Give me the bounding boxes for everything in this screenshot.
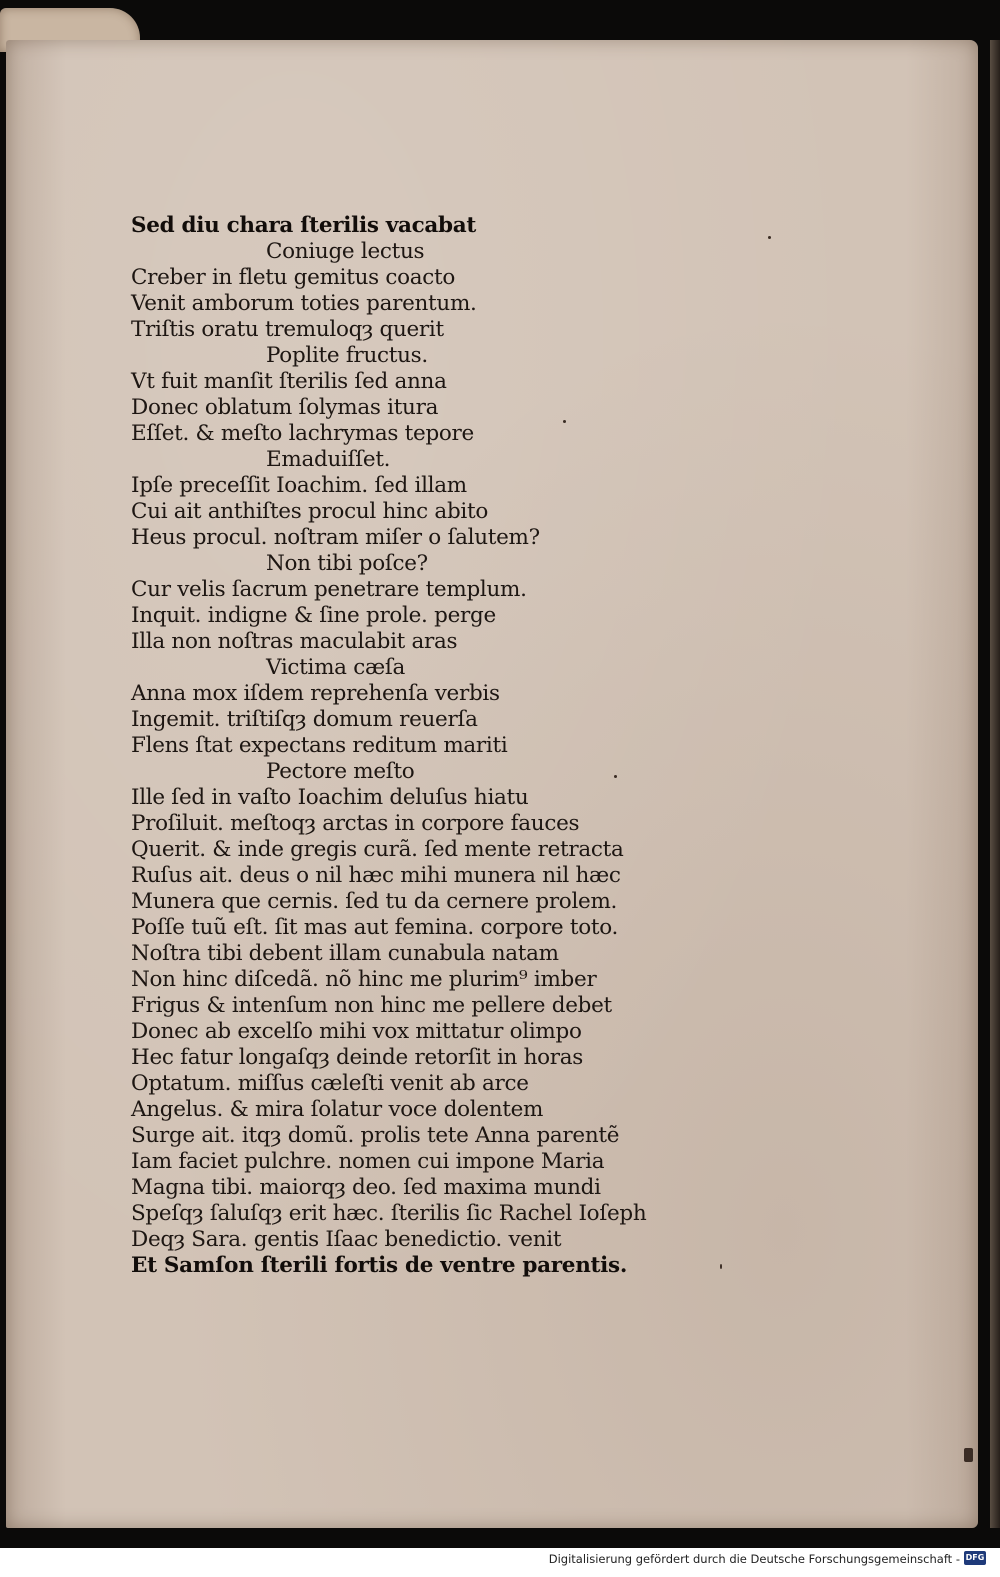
ink-speck — [563, 420, 566, 423]
poem-line: Ingemit. triſtiſqȝ domum reuerſa — [131, 707, 478, 732]
poem-line: Donec oblatum ſolymas itura — [131, 395, 439, 420]
poem-line: Hec fatur longaſqȝ deinde retorſit in horas — [131, 1045, 584, 1070]
poem-line: Iam faciet pulchre. nomen cui impone Maria — [131, 1149, 605, 1174]
poem-line: Sed diu chara ſterilis vacabat — [131, 213, 477, 238]
poem-line: Surge ait. itqȝ domũ. prolis tete Anna parentẽ — [131, 1123, 620, 1148]
poem-line: Pectore meſto — [266, 759, 415, 784]
ink-speck — [768, 236, 771, 239]
poem-text-block — [131, 213, 651, 1279]
page-edge-shadow — [990, 40, 1000, 1528]
poem-line: Querit. & inde gregis curã. ſed mente retracta — [131, 837, 624, 862]
ink-speck — [720, 1264, 722, 1269]
poem-line: Angelus. & mira ſolatur voce dolentem — [131, 1097, 544, 1122]
poem-line: Optatum. miſſus cæleſti venit ab arce — [131, 1071, 529, 1096]
poem-line: Victima cæſa — [266, 655, 406, 680]
poem-line: Cui ait anthiſtes procul hinc abito — [131, 499, 488, 524]
poem-line: Triſtis oratu tremuloqȝ querit — [131, 317, 444, 342]
poem-line: Inquit. indigne & ſine prole. perge — [131, 603, 496, 628]
funding-credit: Digitalisierung gefördert durch die Deutsche Forschungsgemeinschaft - — [548, 1552, 960, 1566]
dfg-logo: DFG — [964, 1551, 986, 1565]
poem-line: Non hinc diſcedã. nõ hinc me plurim⁹ imber — [131, 967, 597, 992]
poem-line: Ruſus ait. deus o nil hæc mihi munera nil hæc — [131, 863, 621, 888]
poem-line: Anna mox iſdem reprehenſa verbis — [131, 681, 500, 706]
poem-line: Ipſe preceſſit Ioachim. ſed illam — [131, 473, 467, 498]
poem-line: Proſiluit. meſtoqȝ arctas in corpore fauces — [131, 811, 580, 836]
poem-line: Vt fuit manſit ſterilis ſed anna — [131, 369, 447, 394]
ink-speck — [964, 1448, 973, 1462]
poem-line: Illa non noſtras maculabit aras — [131, 629, 458, 654]
poem-line: Donec ab excelſo mihi vox mittatur olimpo — [131, 1019, 582, 1044]
poem-line: Et Samſon ſterili fortis de ventre parentis. — [131, 1253, 628, 1278]
poem-line: Coniuge lectus — [266, 239, 425, 264]
poem-line: Munera que cernis. ſed tu da cernere prolem. — [131, 889, 618, 914]
poem-line: Heus procul. noſtram miſer o ſalutem? — [131, 525, 540, 550]
poem-line: Creber in fletu gemitus coacto — [131, 265, 456, 290]
poem-line: Poſſe tuũ eſt. ſit mas aut femina. corpore toto. — [131, 915, 618, 940]
poem-line: Speſqȝ ſaluſqȝ erit hæc. ſterilis ſic Rachel Ioſeph — [131, 1201, 647, 1226]
poem-line: Flens ſtat expectans reditum mariti — [131, 733, 508, 758]
poem-line: Venit amborum toties parentum. — [131, 291, 477, 316]
poem-line: Cur velis ſacrum penetrare templum. — [131, 577, 527, 602]
poem-line: Noſtra tibi debent illam cunabula natam — [131, 941, 559, 966]
poem-line: Magna tibi. maiorqȝ deo. ſed maxima mundi — [131, 1175, 601, 1200]
ink-speck — [614, 775, 617, 778]
poem-line: Deqȝ Sara. gentis Iſaac benedictio. venit — [131, 1227, 562, 1252]
poem-line: Eſſet. & meſto lachrymas tepore — [131, 421, 474, 446]
poem-line: Ille ſed in vaſto Ioachim deluſus hiatu — [131, 785, 529, 810]
poem-line: Frigus & intenſum non hinc me pellere debet — [131, 993, 612, 1018]
poem-line: Non tibi poſce? — [266, 551, 428, 576]
poem-line: Poplite fructus. — [266, 343, 428, 368]
poem-line: Emaduiſſet. — [266, 447, 391, 472]
